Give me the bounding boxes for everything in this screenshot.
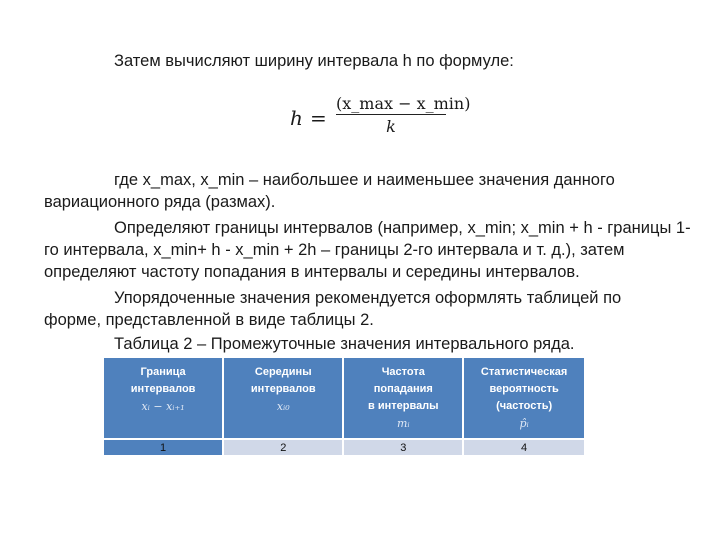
header-symbol: p̂ᵢ [519,417,529,430]
para3-line2: форме, представленной в виде таблицы 2. [44,311,374,329]
table-row [104,439,584,455]
formula-lhs: h [290,106,303,130]
intervals-table [104,358,584,455]
header-line: (частость) [496,400,553,412]
header-line: Середины [254,366,312,378]
header-line: Частота [381,366,425,378]
table-header-row [104,358,584,439]
header-frequency [343,358,463,439]
header-interval-midpoints [223,358,343,439]
intro-line [114,51,514,71]
formula-fraction [336,94,471,136]
header-symbol: mᵢ [396,417,410,430]
para2-line1: Определяют границы интервалов (например, x_min; x_min + h - границы 1- [114,219,691,237]
table-cell: 2 [223,439,343,455]
formula-equals: = [310,106,327,130]
formula-denominator: k [386,117,396,136]
formula-numerator: (x_max − x_min) [336,94,471,113]
header-symbol: xᵢ₀ [276,400,290,413]
table-cell: 4 [463,439,584,455]
header-line: интервалов [250,383,316,395]
para1-line1: где x_max, x_min – наибольшее и наименьшее значения данного [114,171,615,189]
fraction-bar [336,114,446,115]
para3-line1: Упорядоченные значения рекомендуется оформлять таблицей по [114,289,622,307]
header-interval-bounds [104,358,223,439]
header-probability [463,358,584,439]
header-line: Статистическая [480,366,568,378]
table-cell: 1 [104,439,223,455]
table-cell: 3 [343,439,463,455]
intro-text: Затем вычисляют ширину интервала h по формуле: [114,52,514,70]
para2-line2: го интервала, x_min+ h - x_min + 2h – границы 2-го интервала и т. д.), затем [44,241,625,259]
para2-line3: определяют частоту попадания в интервалы и середины интервалов. [44,263,580,281]
para1-line2: вариационного ряда (размах). [44,193,276,211]
header-line: попадания [373,383,433,395]
table-caption: Таблица 2 – Промежуточные значения интервального ряда. [114,335,575,353]
header-line: вероятность [489,383,559,395]
header-line: интервалов [130,383,196,395]
header-line: в интервалы [368,400,439,412]
header-symbol: xᵢ − xᵢ₊₁ [141,400,185,413]
header-line: Граница [140,366,186,378]
